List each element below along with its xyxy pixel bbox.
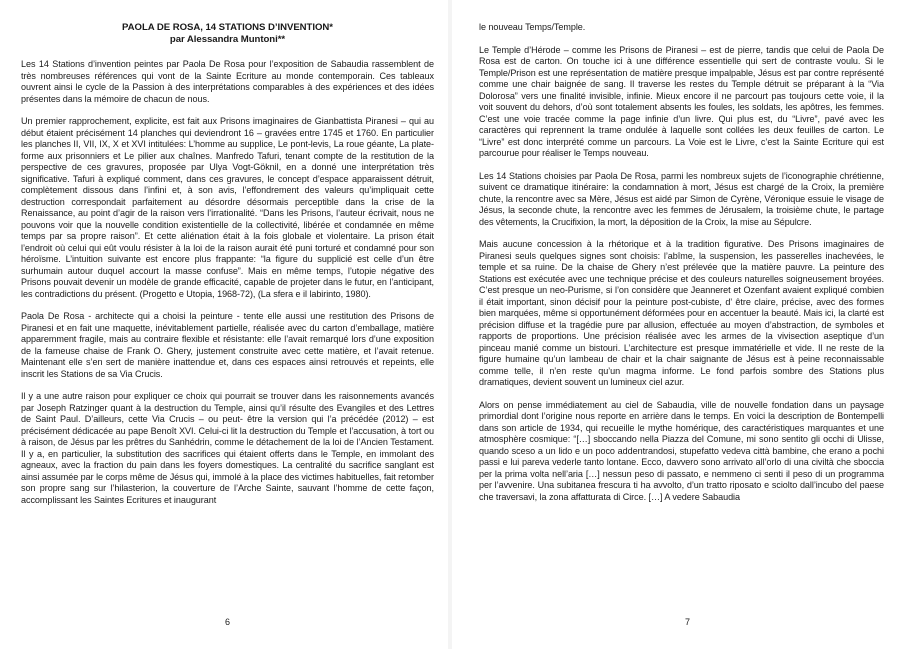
right-paragraph-1: le nouveau Temps/Temple. [479,22,586,32]
left-paragraph-2: Un premier rapprochement, explicite, est fait aux Prisons imaginaires de Gianbattista Piranesi – qui au début étaient précisément 14 planches qui deviendront 16 – gravées entre 1745 et 1760. En particulier les planches II, VII, IX, X et XVI intitulées: L’homme au supplice, Le pont-levis, La roue géante, La plate-forme aux prisonniers et Le pilier aux chaînes. Manfredo Tafuri, tenant compte de la restitution de la perspective de ces gravures, proposée par Ulya Vogt-Göknil, en a donné une interprétation très significative. Tafuri à expliqué comment, dans ces gravures, le concept d’espace apparaissent détruit, complètement dissous dans l’infini et, à son avis, l’effondrement des valeurs qu’impliquait cette destruction correspondait parfaitement au désordre désormais perceptible dans la crise de la Renaissance, au point d’agir de la raison vers l’irrationalité. “Dans les Prisons, l’auteur écrivait, nous ne pouvons voir que la nouvelle condition existentielle de la collectivité, libérée et condamnée en même temps par sa propre raison”. Et cette aliénation était à la fois globale et violentaire. La prison était l’endroit où celui qui eût voulu résister à la loi de la raison aurait été puni torturé et condamné pour son héroïsme. L’intuition suivante est encore plus frappante: “la figure du supplicié est celle d’un être surhumain autour duquel accourt la masse confuse”. Mais en même temps, l’utopie négative des Prisons pouvait devenir un modèle de grande efficacité, capable de projeter dans le futur, en l’anticipant, les contradictions du présent. (Progetto e Utopia, 1968-72), (La sfera e il labirinto, 1980). [21,116,434,299]
article-title: PAOLA DE ROSA, 14 STATIONS D’INVENTION* [122,22,333,33]
right-paragraph-5: Alors on pense immédiatement au ciel de Sabaudia, ville de nouvelle fondation dans un paysage primordial dont l’origine nous reporte en arrière dans le temps. En voici la description de Bontempelli dans son article de 1934, qui recueille le mythe homérique, des caractéristiques marquantes et une atmosphère cosmique: “[…] sboccando nella Piazza del Comune, mi sono sentito gli occhi di Ulisse, quando sceso a un lido e un poco addentrandosi, stupefatto vedeva città bambine, che erano a pochi passi e lui pareva vederle tanto lontane. Ecco, davvero sono arrivato all’orlo di una civiltà che sboccia per la prima volta nell’aria […] nessun peso di passato, e nemmeno ci senti il peso di un programma per l’avvenire. Una subitanea frescura ti ha avvolto, d’un tratto riposato e sciolto dall’incubo del paese che traversavi, la zona affatturata di Circe. […] A vedere Sabaudia [479,399,884,502]
article-author: par Alessandra Muntoni** [169,33,286,45]
right-paragraph-2: Le Temple d’Hérode – comme les Prisons de Piranesi – est de pierre, tandis que celui de Paola De Rosa est de carton. On touche ici à une différence essentielle qui sert de contraste voulu. Si le Temple/Prison est une représentation de matière presque impalpable, Jésus est par contre représenté comme une chair baignée de sang. Il traverse les restes du Temple détruit se préparant à la “Via Dolorosa” vers une finalité invisible, infinie. Mieux encore il ne parcourt pas toujours cette voie, il la voit souvent du dehors, d’où sont totalement absents les foules, les soldats, les apôtres, les femmes. C’est une voie tracée comme la page infinie d’un livre. Qui plus est, du “Livre”, pavé avec les caractères qui reprennent la trame ondulée à laquelle sont collées les deux feuilles de carton. Le “Livre” est donc interprété comme un parcours. La Voie est le Livre, c’est la Sainte Ecriture qui est parcourue pour réaliser le Temps nouveau. [479,44,884,158]
right-paragraph-3: Les 14 Stations choisies par Paola De Rosa, parmi les nombreux sujets de l’iconographie chrétienne, suivent ce dramatique itinéraire: la condamnation à mort, Jésus est chargé de la Croix, la première chute, la rencontre avec sa Mère, Jésus est aidé par Simon de Cyrène, Véronique essuie le visage de Jésus, la seconde chute, la rencontre avec les femmes de Jérusalem, la troisième chute, le partage des vêtements, la Crucifixion, la mort, la déposition de la Croix, la mise au Sépulcre. [479,170,884,227]
right-page [452,0,900,649]
right-page-number: 7 [685,617,691,627]
left-page-number: 6 [225,617,231,627]
right-paragraph-4: Mais aucune concession à la rhétorique et à la tradition figurative. Des Prisons imaginaires de Piranesi seuls quelques signes sont choisis: l’abîme, la suspension, les passerelles inachevées, le temple et sa ruine. De la chaise de Ghery n’est prélevée que la matière pauvre. La peinture des Stations est exécutée avec une technique précise et des couleurs naturelles soigneusement broyées. C’est presque un neo-Purisme, si l’on considère que Jeanneret et Ozenfant avaient expliqué combien il était important, sinon décisif pour la peinture post-cubiste, d’ être claire, précise, avec des formes bien marquées, même si opportunément déformées pour en accentuer la beauté. Mais ici, la clarté est précision diffuse et la tragédie pure par allusion, effectuée au moyen d’abstraction, de symboles et rapports de proportions. Une précision réalisée avec les armes de la vivisection aseptique d’un pinceau manié comme un bistouri. L’architecture est presque immatérielle et vide. Il ne reste de la figure humaine qu’un lambeau de chair et la chair saignante de Jésus est à peine reconnaissable comme telle, il n’en reste qu’un magma informe. Le fond parfois sombre des Stations plus dramatiques, devient souvent un lumineux ciel azur. [479,239,884,387]
left-paragraph-3: Paola De Rosa - architecte qui a choisi la peinture - tente elle aussi une restitution des Prisons de Piranesi et en fait une maquette, inévitablement partielle, réalisée avec du carton d’emballage, matière apparemment fragile, mais au contraire flexible et résistante: elle l’avait remarqué lors d’une exposition de la fameuse chaise de Frank O. Ghery, justement construite avec cette matière, et l’avait retenue. Maintenant elle s’en sert de manière inattendue et, dans ces espaces ainsi retrouvés et repeints, elle inscrit les Stations de sa Via Crucis. [21,311,434,379]
left-paragraph-1: Les 14 Stations d’invention peintes par Paola De Rosa pour l’exposition de Sabaudia rassemblent de très nombreuses références qui vont de la Sainte Ecriture au monde contemporain. Ces tableaux ouvrent ainsi le cycle de la Passion à des interprétations comparables à des expériences et des idées présentes dans la mémoire de chacun de nous. [21,59,434,104]
left-page [0,0,448,649]
left-paragraph-4: Il y a une autre raison pour expliquer ce choix qui pourrait se trouver dans les raisonnements avancés par Joseph Ratzinger quant à la destruction du Temple, ainsi qu’il résulte des Evangiles et des Lettres de Saint Paul. D’ailleurs, cette Via Crucis – ou peut- être la version qui l’a précédée (2012) – est précisément dédicacée au pape Benoît XVI. Celui-ci lit la destruction du Temple et l’accusation, à tort ou à raison, de Jésus par les prêtres du Sanhédrin, comme le détachement de la loi de l’Ancien Testament. Il y a, en particulier, la substitution des sacrifices qui étaient offerts dans le Temple, en immolant des agneaux, avec la fraction du pain dans les foyers domestiques. La centralité du sacrifice sanglant est ainsi assumée par le corps même de Jésus qui, immolé à la place des victimes habituelles, fait retomber son propre sang sur l’hilasterion, la couverture de l’Arche Sainte, sauvant l’homme de cette façon, accomplissant les Saintes Ecritures et inaugurant [21,391,434,505]
